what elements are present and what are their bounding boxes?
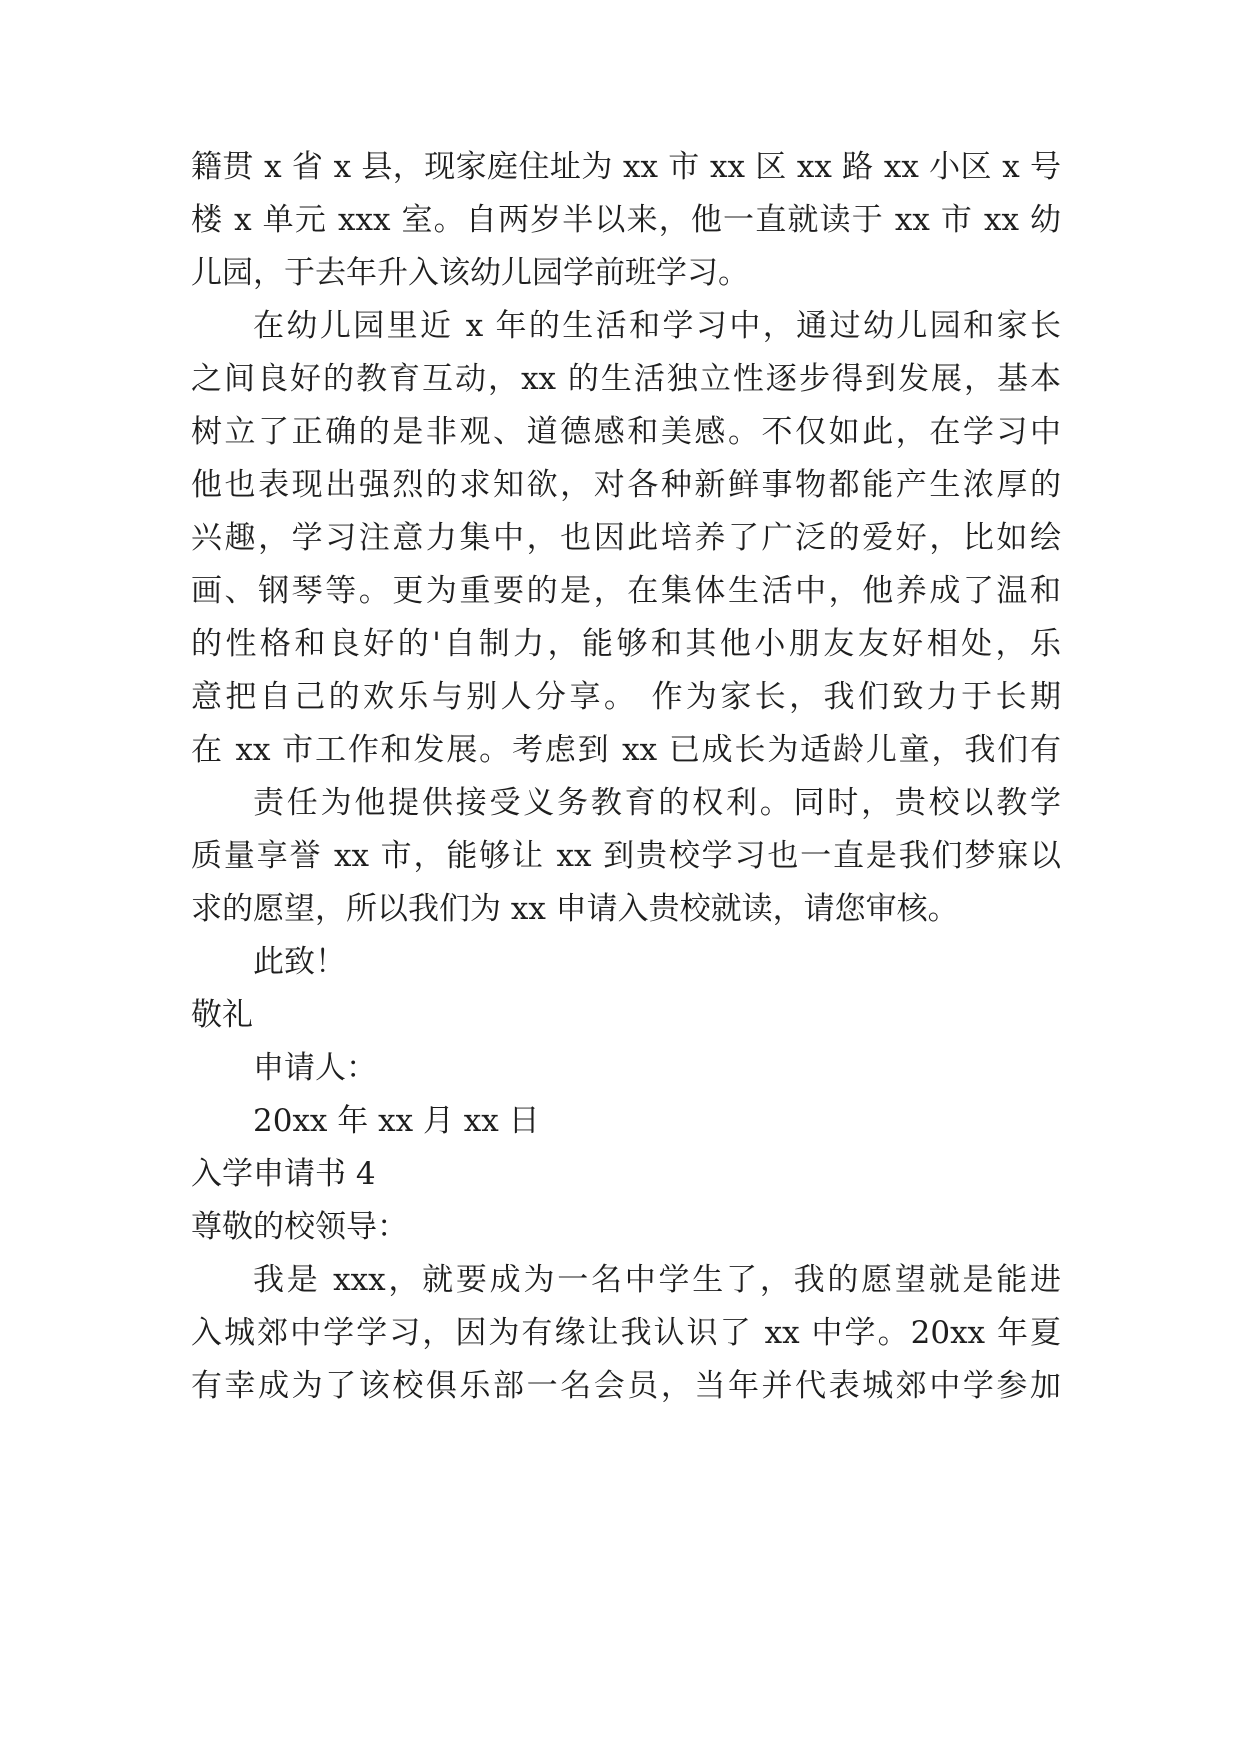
paragraph-start-line: 责任为他提供接受义务教育的权利。同时，贵校以教学 [253, 785, 1061, 821]
body-line-1: 籍贯 x 省 x 县，现家庭住址为 xx 市 xx 区 xx 路 xx 小区 x 号 [191, 149, 1061, 185]
body-line-15: 求的愿望，所以我们为 xx 申请入贵校就读，请您审核。 [191, 891, 959, 927]
regards: 敬礼 [191, 997, 253, 1033]
body-line-10: 的性格和良好的'自制力，能够和其他小朋友友好相处，乐 [191, 626, 1061, 662]
body-line-2: 楼 x 单元 xxx 室。自两岁半以来，他一直就读于 xx 市 xx 幼 [191, 202, 1061, 238]
closing-salutation: 此致！ [253, 944, 346, 980]
paragraph-start-line: 在幼儿园里近 x 年的生活和学习中，通过幼儿园和家长 [253, 308, 1061, 344]
body-line-23: 入城郊中学学习，因为有缘让我认识了 xx 中学。20xx 年夏 [191, 1315, 1061, 1351]
greeting: 尊敬的校领导： [191, 1209, 408, 1245]
body-line-8: 兴趣，学习注意力集中，也因此培养了广泛的爱好，比如绘 [191, 520, 1061, 556]
body-line-5: 之间良好的教育互动，xx 的生活独立性逐步得到发展，基本 [191, 361, 1061, 397]
body-line-14: 质量享誉 xx 市，能够让 xx 到贵校学习也一直是我们梦寐以 [191, 838, 1061, 874]
body-line-3: 儿园，于去年升入该幼儿园学前班学习。 [191, 255, 749, 291]
applicant-label: 申请人： [253, 1050, 377, 1086]
body-line-9: 画、钢琴等。更为重要的是，在集体生活中，他养成了温和 [191, 573, 1061, 609]
paragraph-start-line: 我是 xxx，就要成为一名中学生了，我的愿望就是能进 [253, 1262, 1061, 1298]
body-line-6: 树立了正确的是非观、道德感和美感。不仅如此，在学习中 [191, 414, 1061, 450]
body-line-12: 在 xx 市工作和发展。考虑到 xx 已成长为适龄儿童，我们有 [191, 732, 1061, 768]
body-line-7: 他也表现出强烈的求知欲，对各种新鲜事物都能产生浓厚的 [191, 467, 1061, 503]
body-line-11: 意把自己的欢乐与别人分享。 作为家长，我们致力于长期 [191, 679, 1061, 715]
section-title: 入学申请书 4 [191, 1156, 376, 1192]
body-line-24: 有幸成为了该校俱乐部一名会员，当年并代表城郊中学参加 [191, 1368, 1061, 1404]
date-line: 20xx 年 xx 月 xx 日 [253, 1103, 540, 1139]
